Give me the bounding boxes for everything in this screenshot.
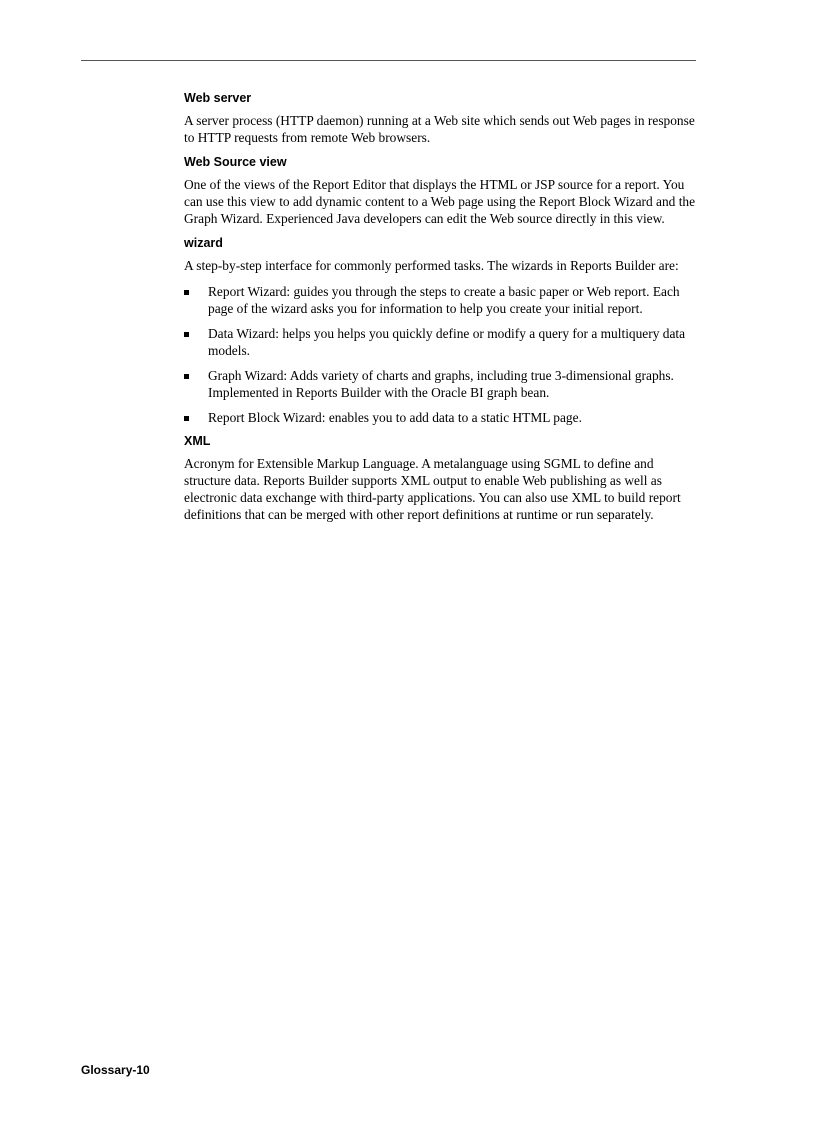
list-item [184,325,696,359]
glossary-content [184,91,696,532]
term-heading: Web server [184,91,252,105]
list-item [184,367,696,401]
glossary-entry-xml [184,434,696,523]
term-definition: A step-by-step interface for commonly performed tasks. The wizards in Reports Builder are: [184,258,679,273]
header-rule [81,60,696,61]
list-item [184,409,696,426]
list-item-text: Graph Wizard: Adds variety of charts and graphs, including true 3-dimensional graphs. Implemented in Reports Builder with the Oracle BI graph bean. [208,368,674,400]
page-number: Glossary-10 [81,1063,150,1077]
term-definition: Acronym for Extensible Markup Language. A metalanguage using SGML to define and structure data. Reports Builder supports XML output to enable Web publishing as well as electronic data exchange with third-party applications. You can also use XML to build report definitions that can be merged with other report definitions at runtime or run separately. [184,456,681,522]
list-item-text: Report Block Wizard: enables you to add data to a static HTML page. [208,410,582,425]
square-bullet-icon [184,416,189,421]
list-item-text: Data Wizard: helps you helps you quickly define or modify a query for a multiquery data models. [208,326,686,358]
term-heading: Web Source view [184,155,287,169]
term-definition: A server process (HTTP daemon) running at a Web site which sends out Web pages in response to HTTP requests from remote Web browsers. [184,113,695,145]
term-heading: wizard [184,236,223,250]
square-bullet-icon [184,332,189,337]
glossary-entry-wizard [184,236,696,426]
glossary-entry-web-server [184,91,696,146]
list-item-text: Report Wizard: guides you through the steps to create a basic paper or Web report. Each page of the wizard asks you for information to help you create your initial report. [208,284,680,316]
wizard-list [184,283,696,426]
square-bullet-icon [184,374,189,379]
list-item [184,283,696,317]
glossary-entry-web-source-view [184,155,696,227]
square-bullet-icon [184,290,189,295]
term-definition: One of the views of the Report Editor that displays the HTML or JSP source for a report. You can use this view to add dynamic content to a Web page using the Report Block Wizard and the Graph Wizard. Experienced Java developers can edit the Web source directly in this view. [184,177,696,226]
term-heading: XML [184,434,211,448]
